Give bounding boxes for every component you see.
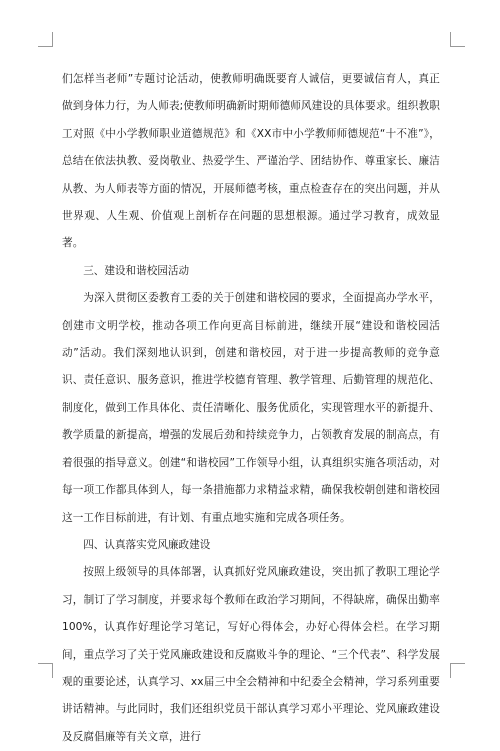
paragraph-1: 们怎样当老师”专题讨论活动，使教师明确既要育人诚信，更要诚信育人，真正做到身体力行，为人师表;使教师明确新时期师德师风建设的具体要求。组织教职工对照《中小学教师职业道德规范》和《XX市中小学教师师德规范“十不准”》，总结在依法执教、爱岗敬业、热爱学生、严谨治学、团结协作、尊重家长、廉洁从教、为人师表等方面的情况，开展师德考核，重点检查存在的突出问题，并从世界观、人生观、价值观上剖析存在问题的思想根源。通过学习教育，成效显著。 <box>62 73 440 250</box>
crop-mark-bottom-right <box>450 663 465 678</box>
crop-mark-top-left <box>38 32 53 47</box>
crop-mark-top-right <box>450 32 465 47</box>
section-heading-3: 三、建设和谐校园活动 <box>83 264 190 277</box>
crop-mark-bottom-left <box>38 663 53 678</box>
paragraph-2: 为深入贯彻区委教育工委的关于创建和谐校园的要求，全面提高办学水平，创建市文明学校，推动各项工作向更高目标前进，继续开展“建设和谐校园活动”活动。我们深刻地认识到，创建和谐校园，对于进一步提高教师的竞争意识、责任意识、服务意识，推进学校德育管理、教学管理、后勤管理的规范化、制度化，做到工作具体化、责任清晰化、服务优质化，实现管理水平的新提升、教学质量的新提高，增强的发展后劲和持续竞争力，占领教育发展的制高点，有着很强的指导意义。创建“和谐校园”工作领导小组，认真组织实施各项活动，对每一项工作都具体到人，每一条措施都力求精益求精，确保我校朝创建和谐校园这一工作目标前进，有计划、有重点地实施和完成各项任务。 <box>62 292 440 524</box>
section-heading-4: 四、认真落实党风廉政建设 <box>83 538 211 551</box>
document-body <box>62 66 440 751</box>
paragraph-3: 按照上级领导的具体部署，认真抓好党风廉政建设，突出抓了教职工理论学习，制订了学习制度，并要求每个教师在政治学习期间，不得缺席，确保出勤率100%，认真作好理论学习笔记，写好心得体会，办好心得体会栏。在学习期间，重点学习了关于党风廉政建设和反腐败斗争的理论、“三个代表”、科学发展观的重要论述，认真学习、xx届三中全会精神和中纪委全会精神，学习系列重要讲话精神。与此同时，我们还组织党员干部认真学习邓小平理论、党风廉政建设及反腐倡廉等有关文章，进行 <box>62 566 440 743</box>
